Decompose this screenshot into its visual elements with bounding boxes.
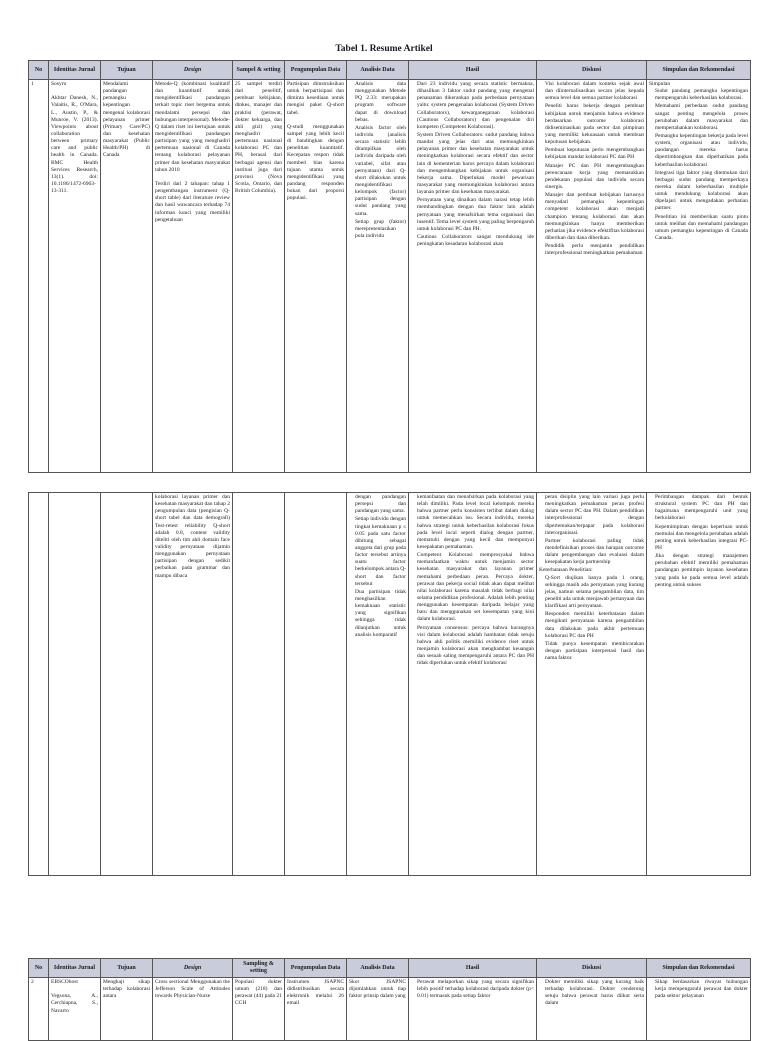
list-item: • Pernyataan consensus: percaya bahwa kurangnya visi dalam kolaborasi adalah hambatan tidak setuju bahwa ahli politik memiliki evidence riset untuk menjamin kolaborasi akan menghambat keuangan dan sesuah saling mempengaruhi antara PC dan PH tidak diperlukan untuk efektif kolaborasi [417,625,534,668]
cell-simpulan [647,978,751,1041]
cell-no: 1 [29,80,49,473]
cell-sampel: 25 sampel terdiri dari penelitif, pembuat kebijakan, dinkes, manajer dan praktisi (perawat, dokter keluarga, dan ahli gizi) yang menghadiri pertemuan nasional kolaborasi PC dan PH, berasal dari berbagai agensi dan institusi juga dari provinsi (Nova Scotia, Ontario, dan British Columbia). [233,80,285,473]
resume-table-block-1 [28,60,751,473]
header-tujuan: Tujuan [101,959,153,978]
header-analisis: Analisis Data [347,959,409,978]
list-item: • Jika dengan strategi manajemen perubahan efektif memiliki pemahaman pandangan pemimpin layanan kesehatan yang pada ke pada semua level adalah penting untuk sukses [655,553,748,589]
list-item: • Visi kolaborasi dalam konteks sejak awal dan diinternalisasikan secara jelas kepada semua level dan semua partner kolaborasi [545,81,644,102]
list-item: • Setiap grup (faktor) merepresentasikan pola individu [355,219,406,240]
list-item: • Peneliti harus bekerja dengan pembuat kebijakan untuk menjamin bahwa evidence berdasarkan outcome kolaborasi didiseminasikan pada sector dan pimpinan yang memiliki kekuasaan untuk membuat keputusan kebijakan. [545,103,644,146]
cell-design: Cross sectional Menggunakan the Jefferson Scale of Attitudes towards Physician-Nurse [153,978,233,1041]
cell-pengumpulan: Partisipan diinstruksikan untuk berpartisipasi dan diminta kesediaan untuk mengisi paket Q-short tabel. Q-studi menggunakan sampel yang lebih kecil di bandingkan dengan penelitian kuantitatif. Kecepatan respon tidak memberi bias karena tujuan utama untuk mengidentifikasi yang pandang responden bukan dari proporsi populasi. [285,80,347,473]
cell-analisis: Skor JSAPNC dijumlahkan untuk tiap faktor prinsip dalam yang [347,978,409,1041]
cell-no [29,493,49,876]
header-diskusi: Diskusi [537,61,647,80]
resume-table-block-3 [28,958,751,1041]
list-item: • Pernyataan yang dinaikan dalam narasi tetap lebih membandingkan dengan dua faktor lain adalah pernyataan yang menafsirkan tema organisasi dan insentif. Tema level system yang paling berpengaruh untuk kolaborasi PC dan PH. [417,197,534,233]
cell-diskusi [537,978,647,1041]
list-item: • Memahami perbedaan sudut pandang sangat penting mengelola proses perubahan dalam masyarakat dan mempertahankan kolaborasi. [655,103,748,132]
simpulan-heading: Simpulan [649,81,671,87]
header-sampel: Sampel & setting [233,61,285,80]
cell-diskusi [537,80,647,473]
list-item: • Sikap berdasarkan riwayat hubungan kerja mempengaruhi perawat dan dokter pada sektor pelayanan [655,979,748,1000]
list-item: • Analisis data menggunakan Metode PQ 2.33: merupakan program software dapat di download bebas. [355,81,406,124]
list-item: • Cautious Collaborators sangat mendukung ide peningkatan kesadaran kolaborasi akan [417,234,534,248]
cell-simpulan [647,80,751,473]
cell-diskusi [537,493,647,876]
list-item: • Perawat melaporkan sikap yang secara signifikan lebih positif terhadap kolaborasi daripada dokter (p< 0.01) termasuk pada setiap faktor [417,979,534,1000]
table-row [29,493,751,876]
list-item: • Responden memiliki keterbatasan dalam mengikuti pernyataan karena pengambilan data dilakukan pada akhir pertemuan kolaborasi PC dan PH [545,611,644,640]
list-item: • peran disiplin yang lain variasi juga perlu meningkatkan pemahaman peran profesi dalam sector PC dan PH. Dalam pendidikan interprofessional dengan dipertemukan/terpapar pada kolaborasi interorganisasi. [545,494,644,537]
header-simpulan: Simpulan dan Rekomendasi [647,959,751,978]
table-row [29,978,751,1041]
list-item: • System Driven Collaborators: sudut pandang bahwa mandat yang jelas dari atas memungkinkan pelayanan primer dan kesehatan masyarakat untuk meningkatkan kolaborasi secara efektif dan sector lain di kementerian harus percaya dalam kolaborasi dan mengembangkan kebijakan untuk organisasi bekerja sama. Diperlukan model pewarisan masyarakat yang memungkinkan kolaborasi antara layanan primer dan kesehatan masyarakat. [417,132,534,196]
list-item: • Dokter memiliki sikap yang kurang baik terhadap kolaborasi. Dokter cenderung setuju bahwa perawat harus diikut serta dalam [545,979,644,1008]
list-item: • Pendidik perlu menjamin pendidikan interprofessional meningkatkan pemahaman [545,243,644,257]
header-design: Design [153,61,233,80]
cell-identitas: Sosyru Akhtar Danesh, N., Valaitis, R., O'Mara, L., Austin, P., & Munroe, V. (2013). Viewpoints about collaboration between primary care and public health in Canada. BMC Health Services Research, 13(1). doi: 10.1186/1472-6963-13-311. [49,80,101,473]
list-item: • Setiap individu dengan tingkat kemaknaan p ≤ 0.05 pada satu factor dihitung sebagai anggota dari grup pada factor tersebut artinya suatu factor berkelompok antara Q-short dan factor tersebut [355,516,406,587]
list-item: • Q-Sort diujikan hanya pada 1 orang, sehingga masih ada pernyataan yang kurang jelas, namun selama pengambilan data, tim peneliti ada untuk menjawab pertanyaan dan klarifikasi arti pernyataan. [545,575,644,611]
cell-identitas [49,493,101,876]
list-item: • Analisis factor oleh individu (analisis secara statistic lebih ditampilkan oleh individu daripada oleh variabel, sifat atau pernyataan) dari Q-short dilakukan untuk mengidentifikasi kelompok (factor) partisipan dengan sudut pandang yang sama. [355,125,406,218]
header-identitas: Identitas Jurnal [49,959,101,978]
cell-identitas: EBSCOhost Vegsona, A., Cerchiapna, S., Navarro [49,978,101,1041]
list-item: • Competent Kolaborasi memprosyakai bahwa memanfaatkan waktu untuk menjamin sector kesehatan masyarakat dan layanan primer memahami perbedaan peran. Percaya dokter, perawat dan pekerja social tidak akan dapat melihat nilai kolaborasi karena masalah tidak berbagi nilai selama pendidikan profesional. Adalah lebih penting menggunakan kesempatan daripada belajar yang baru dan menggunakan set kesempatan yang kini dalam kolaborasi. [417,552,534,623]
list-item: • Pemangku kepentingan bekerja pada level system, organisasi atau individu, pandangan mereka harus dipertimbangkan dan diperhatikan pada keberhasilan kolaborasi [655,133,748,169]
cell-hasil [409,80,537,473]
header-hasil: Hasil [409,959,537,978]
header-identitas: Identitas Jurnal [49,61,101,80]
cell-tujuan: Mendalami pandangan pemangku kepentingan mengenai kolaborasi pelayanan primer (Primary Care/PC) dan kesehatan masyarakat (Public Health/PH) di Canada [101,80,153,473]
header-pengumpulan: Pengumpulan Data [285,959,347,978]
cell-tujuan: Mengkaji sikap terhadap kolaborasi antara [101,978,153,1041]
list-item: • Perimbangan dampak dari bentuk struktural system PC dan PH dan bagaimana mempengaruhi unit yang berkolaborasi [655,494,748,523]
header-row [29,61,751,80]
header-no: No [29,61,49,80]
cell-analisis [347,493,409,876]
header-pengumpulan: Pengumpulan Data [285,61,347,80]
header-hasil: Hasil [409,61,537,80]
list-item: • Manajer dan pembuat kebijakan harusnya menyadari pemangku kepentingan competent kolaborasi akan menjadi champion tentang kolaborasi dan akan memungkinkan hanya memberikan perhatian jika evidence efektifitas kolaborasi diberikan dan dana diberikan. [545,192,644,242]
list-item: • Kepemimpinan dengan keperluan untuk memulai dan mengelola perubahan adalah penting untuk keberhasilan integrasi PC-PH [655,524,748,553]
cell-pengumpulan: Instrumen JSAPNC didistribusikan secara elektronik melalui 26 email [285,978,347,1041]
header-no: No [29,959,49,978]
cell-design: Metode-Q (kombinasi kualitatif dan kuantitatif untuk mengidentifikasi pandangan terkait topic riset bergema untuk mendalami persepsi dan hubungan interpersonal). Metode-Q dalam riset ini bertujuan untuk mengidentifikasi pandangan partisipan yang yang menghadiri pertemuan nasional di Canada tentang kolaborasi pelayanan primer dan kesehatan masyarakat tahun 2010 Terdiri dari 2 tahapan: tahap 1 pengembangan instrument (Q-short table) dari literature review dan hasil wawancara terhadap 74 informan kunci yang memiliki pengetahuan [153,80,233,473]
list-item: • Integrasi tiga faktor yang ditemukan dari berbagai sudut pandang memperkaya mereka dalam keberhasilan multiple untuk mendukung kolaborasi akan dipelajari untuk mengadakan perhatian partner. [655,170,748,213]
resume-table-block-2 [28,492,751,876]
cell-no: 2 [29,978,49,1041]
list-item: • Sudut pandang pemangku kepentingan mempengaruhi keberhasilan kolaborasi. [655,88,748,102]
list-item: • Tidak punya kesempatan membicarakan dengan partisipan interpretasi hasil dan nama faktor. [545,641,644,662]
header-diskusi: Diskusi [537,959,647,978]
list-item: • Partner kolaborasi paling tidak mendefinisikan proses dan harapan outcome dalam pengembangan dan evaluasi dalam kesepakatan kerja partnership [545,538,644,567]
list-item: • Dua partisipan tidak menghasilkan kemaknaan statistic yang signifikan sehingga tidak dilanjutkan untuk analisis komparatif [355,589,406,639]
header-analisis: Analisis Data [347,61,409,80]
list-item: • Pembuat keputusan perlu mengembangkan kebijakan mandat kolaborasi PC dan PH [545,147,644,161]
table-row [29,80,751,473]
list-item: • Penelitian ini memberikan suatu pintu untuk melihat dan memahami pandangan umum pemangku kepentingan di Canada Canada. [655,214,748,243]
cell-analisis [347,80,409,473]
list-item: • dengan pandangan persepsi dan pandangan yang sama. [355,494,406,515]
page-title: Tabel 1. Resume Artikel [335,44,433,54]
cell-simpulan [647,493,751,876]
list-item: • Manajer PC dan PH mengembangkan perencanaan kerja yang memasukkan pendekatan populasi dan individu secara sinergis. [545,163,644,192]
list-item: • Dari 23 individu yang secara statistic bermakna, dihasilkan 3 faktor sudut pandang yang mengenal penanaman dikerankan pada perbedaan pernyataan yaitu: system pengenalan kolaborasi (System Driven Collaborators), kewarganegaraan kolaborasi (Cautious Collaborators) dan pengenalan diri kompeten (Competent Kolaborasi). [417,81,534,131]
cell-hasil [409,493,537,876]
header-row [29,959,751,978]
cell-sampel: Populasi dokter umum (218) dan perawat (44) pada 21 CCH [233,978,285,1041]
list-item: • kemanfaatan dan menafsirkan pada kolaborasi yang telah dimiliki. Pada level local kelompok mereka bahwa partner perlu konsisten terlibat dalam dialog untuk memecahkan isu. Secara individu, mereka bahwa strategi untuk keberhasilan kolaborasi fokus pada level local seperti dialog dengan partner, mematuhi dengan yang kecil dan mempunyai kesepakatan pemahaman. [417,494,534,551]
cell-sampel [233,493,285,876]
header-tujuan: Tujuan [101,61,153,80]
header-simpulan: Simpulan dan Rekomendasi [647,61,751,80]
cell-tujuan [101,493,153,876]
cell-pengumpulan [285,493,347,876]
header-design: Design [153,959,233,978]
cell-hasil [409,978,537,1041]
cell-design: kolaborasi layanan primer dan kesehatan masyarakat dan tahap 2 pengumpulan data (pengisian Q-short tabel dan data demografi) Test-retest reliability Q-short adalah 0.8, content validity diteliti oleh tim ahli domain face validity pernyataan dijamin menggunakan pernyataan partisipan dengan sedikit perbaikan pada grammar dan mampu dibaca [153,493,233,876]
limitations-heading: Keterbatasan Penelitian: [539,567,593,574]
header-sampling: Sampling & setting [233,959,285,978]
